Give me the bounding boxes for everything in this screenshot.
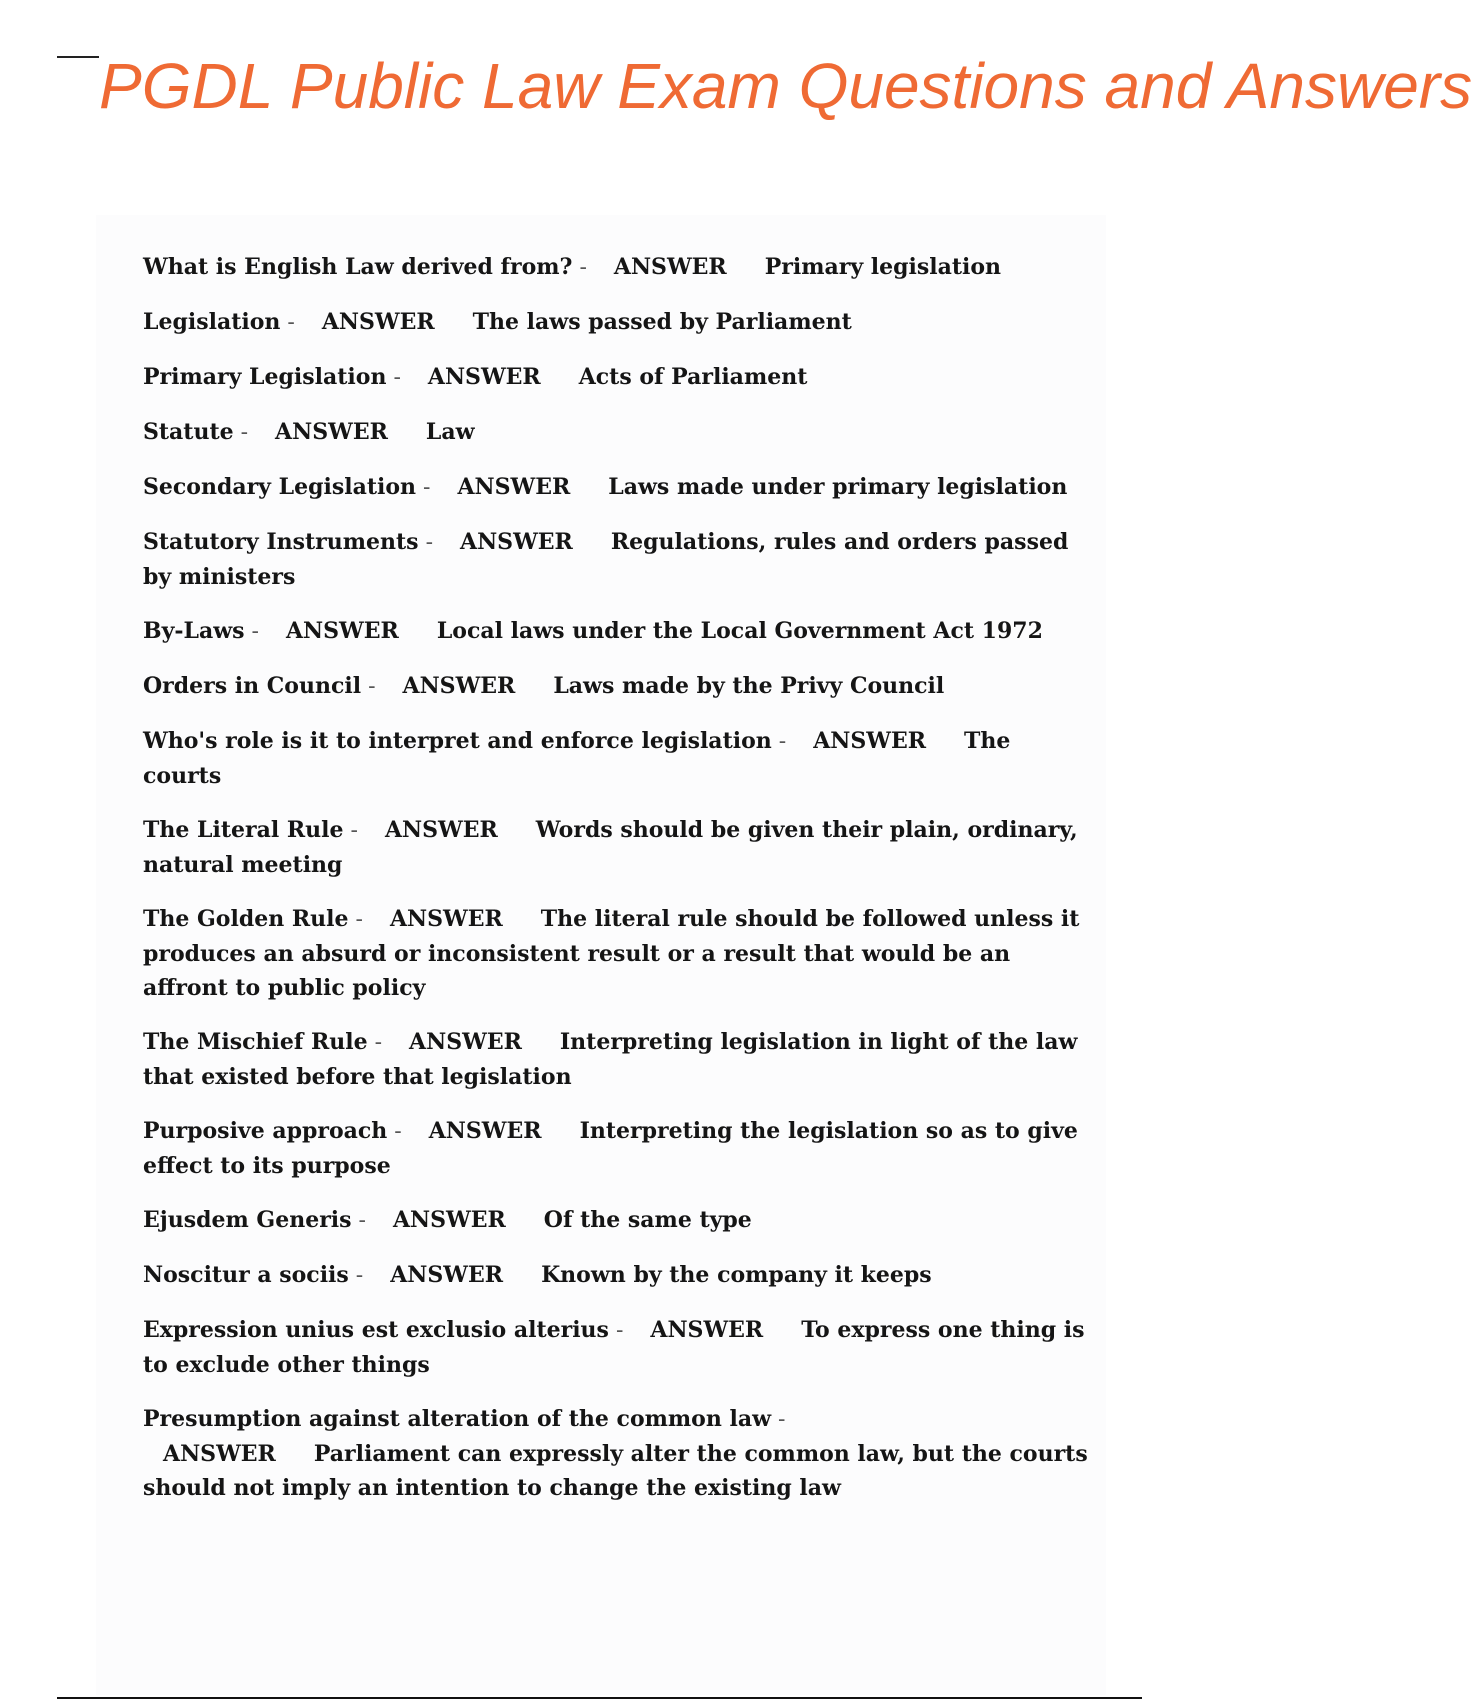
answer-label: ANSWER <box>409 1029 522 1055</box>
header-rule <box>57 56 99 58</box>
qa-term: Legislation - <box>143 309 302 335</box>
qa-item <box>143 669 1088 704</box>
qa-item <box>143 360 1088 395</box>
qa-term: Secondary Legislation - <box>143 474 437 500</box>
qa-item <box>143 813 1088 882</box>
qa-term: The Mischief Rule - <box>143 1029 389 1055</box>
answer-label: ANSWER <box>427 364 541 390</box>
answer-label: ANSWER <box>275 419 388 445</box>
qa-term: The Literal Rule - <box>143 817 365 843</box>
qa-answer: The literal rule should be followed unless it produces an absurd or inconsistent result or a result that would be an affront to public policy <box>143 906 1080 1001</box>
qa-answer: Primary legislation <box>764 254 1002 280</box>
answer-label: ANSWER <box>392 1207 506 1233</box>
qa-item <box>143 1258 1088 1293</box>
answer-label: ANSWER <box>384 817 498 843</box>
answer-label: ANSWER <box>428 1118 542 1144</box>
qa-answer: Laws made under primary legislation <box>608 474 1068 500</box>
qa-answer: Law <box>425 419 475 445</box>
qa-term: What is English Law derived from? - <box>143 254 594 280</box>
answer-label: ANSWER <box>813 728 927 754</box>
qa-answer: Of the same type <box>543 1207 752 1233</box>
answer-label: ANSWER <box>460 529 573 555</box>
qa-term: Noscitur a sociis - <box>143 1262 370 1288</box>
qa-answer: To express one thing is to exclude other things <box>143 1317 1085 1378</box>
qa-item <box>143 525 1088 594</box>
qa-item <box>143 1203 1088 1238</box>
qa-answer: The laws passed by Parliament <box>472 309 852 335</box>
answer-label: ANSWER <box>321 309 435 335</box>
qa-answer: Acts of Parliament <box>578 364 808 390</box>
qa-item <box>143 470 1088 505</box>
qa-term: Statute - <box>143 419 255 445</box>
qa-item <box>143 902 1088 1005</box>
qa-term: Ejusdem Generis - <box>143 1207 373 1233</box>
qa-term: Purposive approach - <box>143 1118 409 1144</box>
qa-term: By-Laws - <box>143 618 266 644</box>
qa-answer: Regulations, rules and orders passed by ministers <box>143 529 1069 590</box>
qa-answer: Known by the company it keeps <box>541 1262 932 1288</box>
qa-answer: Laws made by the Privy Council <box>553 673 945 699</box>
answer-label: ANSWER <box>650 1317 764 1343</box>
answer-label: ANSWER <box>457 474 571 500</box>
qa-answer: Parliament can expressly alter the common law, but the courts should not imply an intention to change the existing law <box>143 1441 1088 1501</box>
page-title: PGDL Public Law Exam Questions and Answers <box>99 50 1472 122</box>
qa-item <box>143 614 1088 649</box>
qa-term: Presumption against alteration of the common law - <box>143 1406 786 1432</box>
qa-item <box>143 1114 1088 1183</box>
answer-label: ANSWER <box>285 618 399 644</box>
qa-item <box>143 1313 1088 1382</box>
qa-list <box>143 250 1088 1525</box>
answer-label: ANSWER <box>163 1441 276 1467</box>
answer-label: ANSWER <box>389 906 503 932</box>
qa-item <box>143 415 1088 450</box>
qa-item <box>143 1025 1088 1094</box>
footer-rule <box>57 1697 1142 1699</box>
qa-term: The Golden Rule - <box>143 906 370 932</box>
answer-label: ANSWER <box>402 673 516 699</box>
qa-term: Who's role is it to interpret and enforce legislation - <box>143 728 793 754</box>
qa-term: Expression unius est exclusio alterius - <box>143 1317 630 1343</box>
answer-label: ANSWER <box>613 254 727 280</box>
qa-term: Orders in Council - <box>143 673 383 699</box>
qa-answer: The courts <box>143 728 1011 789</box>
qa-item <box>143 305 1088 340</box>
qa-item <box>143 1402 1088 1505</box>
qa-item <box>143 250 1088 285</box>
qa-answer: Interpreting the legislation so as to give effect to its purpose <box>143 1118 1078 1179</box>
qa-answer: Interpreting legislation in light of the law that existed before that legislation <box>143 1029 1078 1090</box>
answer-label: ANSWER <box>390 1262 504 1288</box>
qa-term: Primary Legislation - <box>143 364 408 390</box>
qa-term: Statutory Instruments - <box>143 529 440 555</box>
qa-answer: Local laws under the Local Government Act 1972 <box>436 618 1043 644</box>
qa-item <box>143 724 1088 793</box>
qa-answer: Words should be given their plain, ordinary, natural meeting <box>143 817 1078 878</box>
